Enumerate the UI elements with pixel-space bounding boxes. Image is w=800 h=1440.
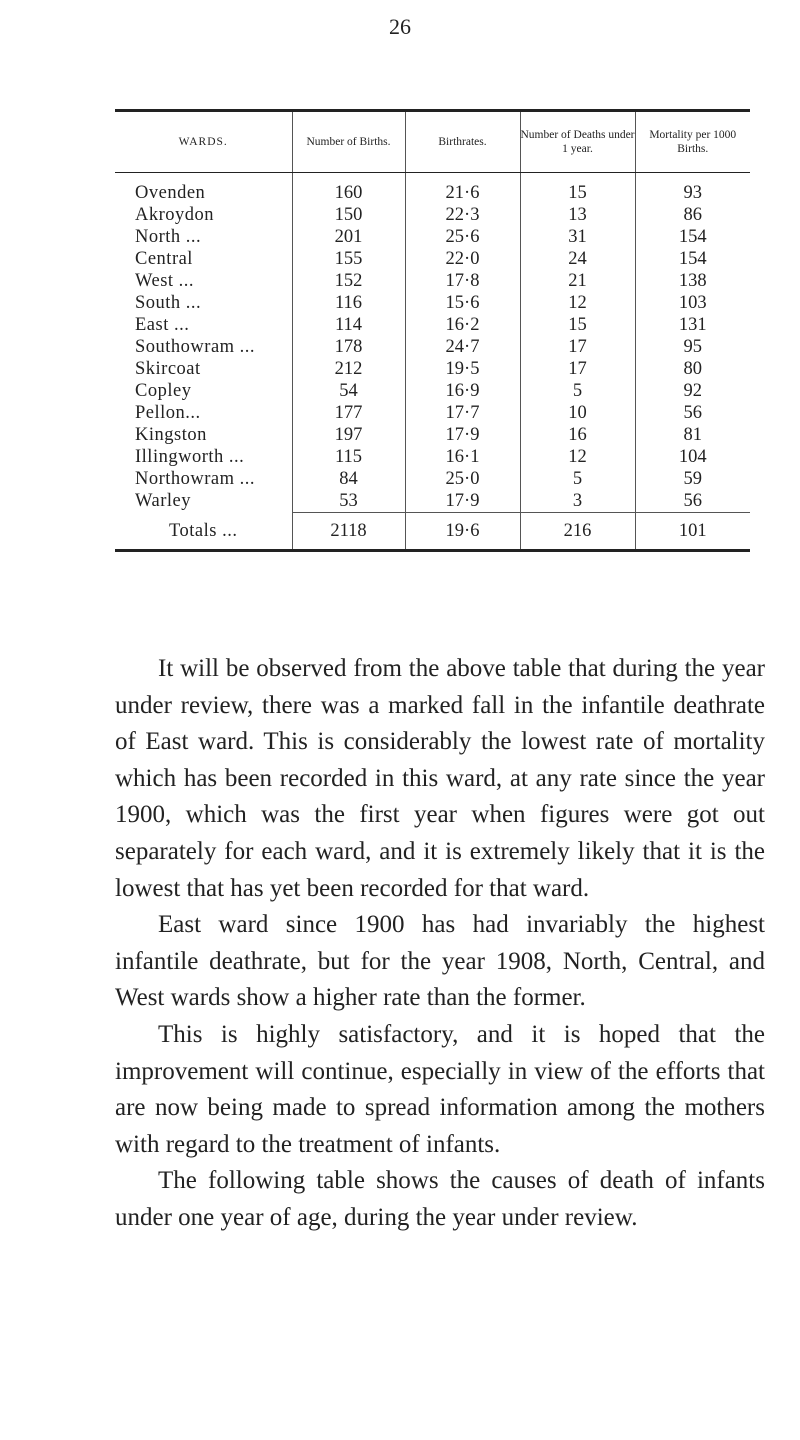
birthrate-cell: 25·0 (405, 468, 520, 490)
deaths-cell: 16 (520, 424, 635, 446)
births-cell: 152 (292, 270, 405, 292)
mortality-cell: 154 (635, 248, 750, 270)
births-cell: 115 (292, 446, 405, 468)
table-row (115, 173, 750, 205)
table-row (115, 402, 750, 424)
header-deaths: Number of Deaths under 1 year. (520, 111, 635, 173)
page-number: 26 (389, 14, 411, 39)
paragraph: It will be observed from the above table that during the year under review, there was a marked fall in the infantile deathrate of East ward. This is considerably the lowest rate of mortality which has been recorded in this ward, at any rate since the year 1900, which was the first year when figures were got out separately for each ward, and it is extremely likely that it is the lowest that has yet been recorded for that ward. (115, 655, 765, 902)
totals-mortality: 101 (635, 513, 750, 551)
birthrate-cell: 16·2 (405, 314, 520, 336)
mortality-cell: 138 (635, 270, 750, 292)
deaths-cell: 13 (520, 204, 635, 226)
table-row (115, 358, 750, 380)
ward-name-cell: East ... (135, 315, 190, 335)
header-births: Number of Births. (292, 111, 405, 173)
deaths-cell: 12 (520, 446, 635, 468)
totals-births: 2118 (292, 513, 405, 551)
table-row (115, 314, 750, 336)
mortality-cell: 56 (635, 490, 750, 513)
table-row (115, 424, 750, 446)
births-cell: 178 (292, 336, 405, 358)
mortality-cell: 95 (635, 336, 750, 358)
birthrate-cell: 16·9 (405, 380, 520, 402)
table-row (115, 380, 750, 402)
ward-name-cell: Southowram ... (135, 337, 256, 357)
ward-name-cell: North ... (135, 227, 202, 247)
mortality-cell: 93 (635, 173, 750, 205)
deaths-cell: 5 (520, 468, 635, 490)
mortality-cell: 154 (635, 226, 750, 248)
ward-name-cell: Illingworth ... (135, 447, 245, 467)
ward-name-cell: Central (135, 249, 193, 269)
mortality-cell: 59 (635, 468, 750, 490)
ward-name-cell: Northowram ... (135, 469, 256, 489)
table-row (115, 292, 750, 314)
table-row (115, 248, 750, 270)
births-cell: 116 (292, 292, 405, 314)
birthrate-cell: 19·5 (405, 358, 520, 380)
births-cell: 54 (292, 380, 405, 402)
mortality-cell: 92 (635, 380, 750, 402)
births-cell: 160 (292, 173, 405, 205)
deaths-cell: 15 (520, 173, 635, 205)
deaths-cell: 10 (520, 402, 635, 424)
mortality-cell: 80 (635, 358, 750, 380)
totals-deaths: 216 (520, 513, 635, 551)
ward-statistics-table (115, 109, 750, 552)
table-header-row (115, 111, 750, 173)
births-cell: 177 (292, 402, 405, 424)
body-text (115, 651, 765, 1237)
table-row (115, 468, 750, 490)
births-cell: 53 (292, 490, 405, 513)
births-cell: 201 (292, 226, 405, 248)
births-cell: 114 (292, 314, 405, 336)
deaths-cell: 21 (520, 270, 635, 292)
births-cell: 150 (292, 204, 405, 226)
table-row (115, 446, 750, 468)
birthrate-cell: 16·1 (405, 446, 520, 468)
birthrate-cell: 17·9 (405, 490, 520, 513)
header-birthrates: Birthrates. (405, 111, 520, 173)
paragraph: East ward since 1900 has had invariably the highest infantile deathrate, but for the year 1908, North, Central, and West wards show a higher rate than the former. (115, 911, 765, 1012)
ward-name-cell: Ovenden (135, 183, 206, 203)
table-row (115, 336, 750, 358)
birthrate-cell: 21·6 (405, 173, 520, 205)
birthrate-cell: 25·6 (405, 226, 520, 248)
deaths-cell: 3 (520, 490, 635, 513)
ward-name-cell: Kingston (135, 425, 207, 445)
header-mortality: Mortality per 1000 Births. (635, 111, 750, 173)
ward-name-cell: Pellon... (135, 403, 201, 423)
birthrate-cell: 17·7 (405, 402, 520, 424)
header-wards: WARDS. (115, 111, 292, 173)
deaths-cell: 5 (520, 380, 635, 402)
births-cell: 197 (292, 424, 405, 446)
birthrate-cell: 22·0 (405, 248, 520, 270)
deaths-cell: 17 (520, 358, 635, 380)
deaths-cell: 31 (520, 226, 635, 248)
birthrate-cell: 24·7 (405, 336, 520, 358)
table-row (115, 226, 750, 248)
ward-name-cell: South ... (135, 293, 202, 313)
birthrate-cell: 15·6 (405, 292, 520, 314)
birthrate-cell: 17·9 (405, 424, 520, 446)
ward-rows (115, 173, 750, 513)
paragraph: The following table shows the causes of death of infants under one year of age, during the year under review. (115, 1167, 765, 1231)
table-row (115, 270, 750, 292)
deaths-cell: 12 (520, 292, 635, 314)
totals-row (115, 513, 750, 551)
birthrate-cell: 17·8 (405, 270, 520, 292)
ward-name-cell: Copley (135, 381, 192, 401)
births-cell: 212 (292, 358, 405, 380)
ward-name-cell: West ... (135, 271, 195, 291)
paragraph: This is highly satisfactory, and it is hoped that the improvement will continue, especially in view of the efforts that are now being made to spread information among the mothers with regard to the treatment of infants. (115, 1020, 765, 1158)
mortality-cell: 104 (635, 446, 750, 468)
births-cell: 155 (292, 248, 405, 270)
ward-name-cell: Warley (135, 491, 191, 512)
deaths-cell: 17 (520, 336, 635, 358)
births-cell: 84 (292, 468, 405, 490)
mortality-cell: 86 (635, 204, 750, 226)
table-row (115, 490, 750, 513)
totals-birthrate: 19·6 (405, 513, 520, 551)
ward-name-cell: Akroydon (135, 205, 215, 225)
mortality-cell: 131 (635, 314, 750, 336)
mortality-cell: 103 (635, 292, 750, 314)
ward-name-cell: Skircoat (135, 359, 201, 379)
table-row (115, 204, 750, 226)
mortality-cell: 81 (635, 424, 750, 446)
totals-label: Totals ... (169, 520, 238, 541)
deaths-cell: 15 (520, 314, 635, 336)
birthrate-cell: 22·3 (405, 204, 520, 226)
deaths-cell: 24 (520, 248, 635, 270)
mortality-cell: 56 (635, 402, 750, 424)
